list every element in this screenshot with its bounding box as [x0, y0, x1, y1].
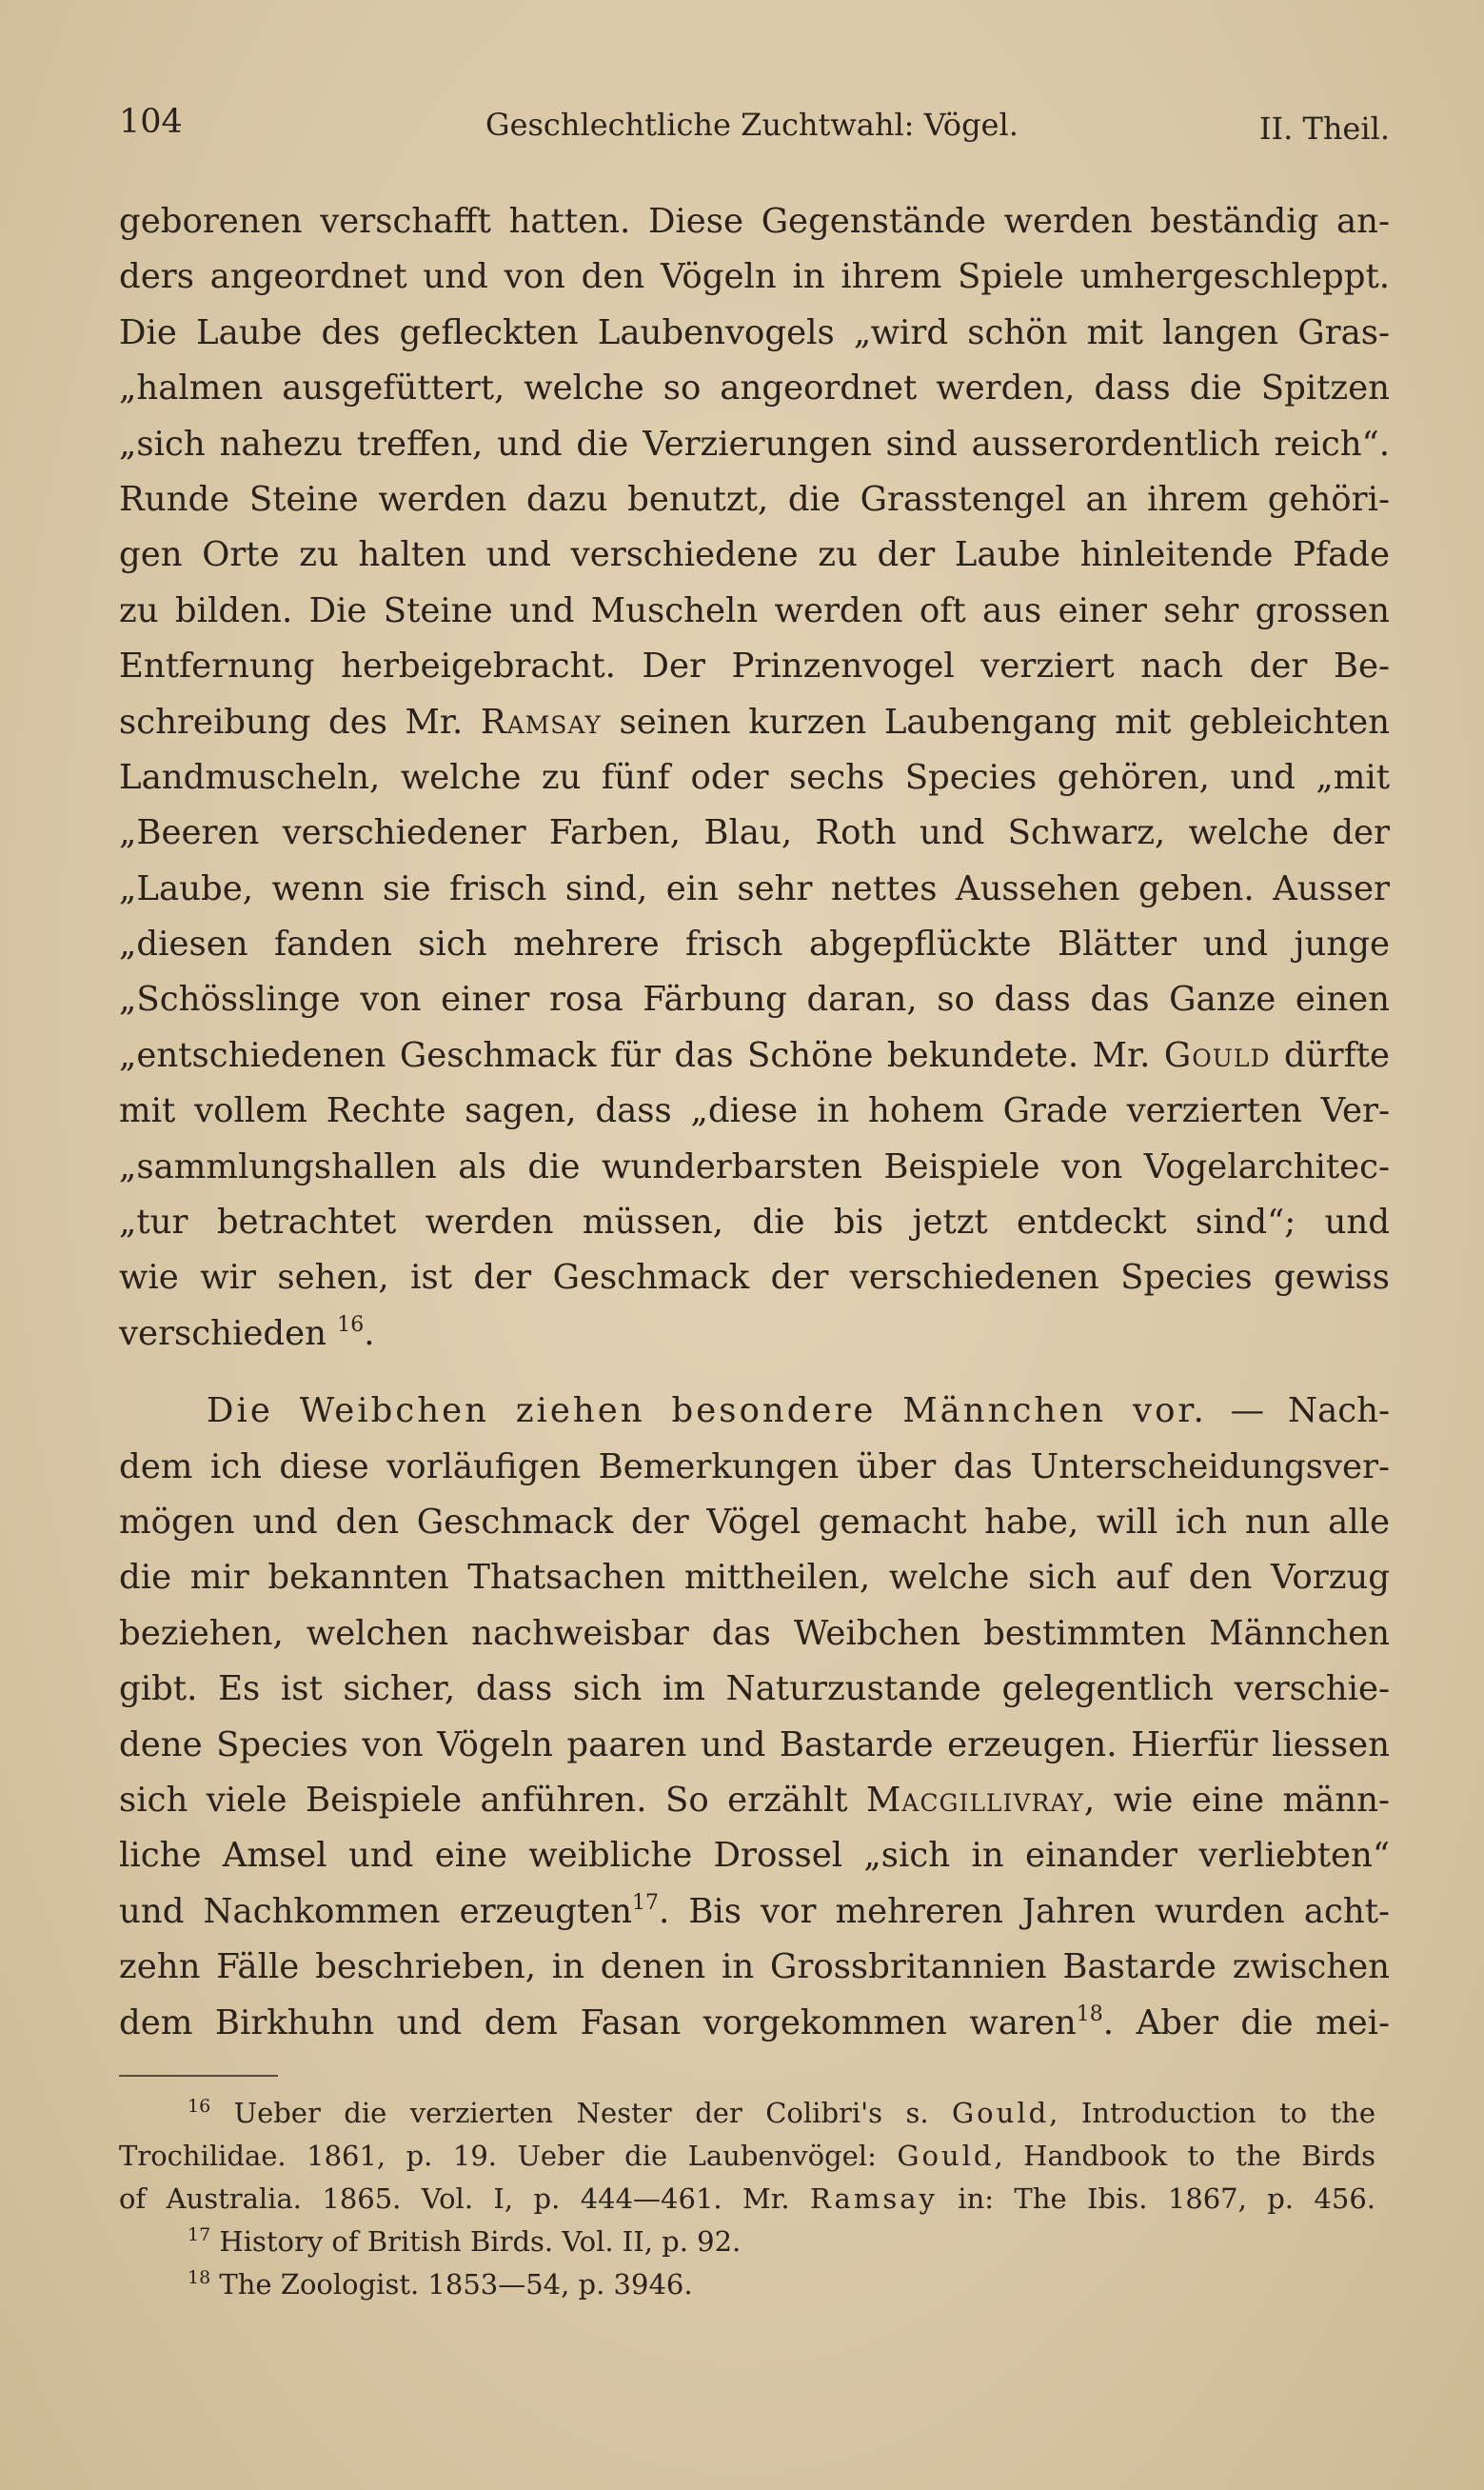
text-line: dene Species von Vögeln paaren und Bastarde erzeugen. Hierfür liessen	[119, 1724, 1390, 1764]
footnote-ref: 18	[1076, 2002, 1103, 2026]
text-line	[119, 695, 1390, 750]
text-line: „Schösslinge von einer rosa Färbung daran, so dass das Ganze einen	[119, 980, 1390, 1020]
text-line: ders angeordnet und von den Vögeln in ihrem Spiele umhergeschleppt.	[119, 257, 1390, 297]
main-text	[119, 194, 1390, 2051]
footnote-mark: 16	[188, 2096, 211, 2117]
author-name: Macgillivray	[865, 1780, 1084, 1820]
text-span: Trochilidae. 1861, p. 19. Ueber die Laubenvögel:	[119, 2140, 898, 2172]
text-span: .	[364, 1313, 375, 1353]
text-span: und Nachkommen erzeugten	[119, 1891, 632, 1931]
text-line	[119, 1773, 1390, 1828]
text-line: gibt. Es ist sicher, dass sich im Naturzustande gelegentlich verschie-	[119, 1669, 1390, 1709]
footnote-line	[119, 2135, 1375, 2178]
text-line: Landmuscheln, welche zu fünf oder sechs Species gehören, und „mit	[119, 757, 1390, 797]
text-span: in: The Ibis. 1867, p. 456.	[937, 2182, 1375, 2215]
text-line: „halmen ausgefüttert, welche so angeordnet werden, dass die Spitzen	[119, 369, 1390, 408]
text-line	[119, 1306, 1390, 1362]
text-span: . Aber die mei-	[1102, 2002, 1390, 2042]
text-line: „sich nahezu treffen, und die Verzierungen sind ausserordentlich reich“.	[119, 424, 1390, 464]
footnote-line	[119, 2221, 1375, 2263]
text-line	[119, 1384, 1390, 1439]
text-span: schreibung des Mr.	[119, 702, 481, 742]
text-span: of Australia. 1865. Vol. I, p. 444—461. Mr.	[119, 2182, 811, 2215]
text-span: — Nach-	[1206, 1391, 1390, 1431]
text-span: . Bis vor mehreren Jahren wurden acht-	[659, 1891, 1390, 1931]
text-line: Die Laube des gefleckten Laubenvogels „wird schön mit langen Gras-	[119, 312, 1390, 352]
footnote-rule	[119, 2075, 278, 2077]
text-line: mögen und den Geschmack der Vögel gemacht habe, will ich nun alle	[119, 1502, 1390, 1542]
author-name: Gould	[952, 2097, 1050, 2129]
text-line: „tur betrachtet werden müssen, die bis jetzt entdeckt sind“; und	[119, 1203, 1390, 1243]
paragraph-gap	[119, 1362, 1390, 1384]
section-heading: Die Weibchen ziehen besondere Männchen vor.	[207, 1391, 1207, 1431]
text-span: , Handbook to the Birds	[994, 2140, 1375, 2172]
footnote-ref: 16	[337, 1312, 365, 1337]
text-line: mit vollem Rechte sagen, dass „diese in hohem Grade verzierten Ver-	[119, 1091, 1390, 1131]
text-line: gen Orte zu halten und verschiedene zu der Laube hinleitende Pfade	[119, 535, 1390, 575]
footnote-line	[119, 2178, 1375, 2221]
author-name: Ramsay	[480, 702, 602, 742]
part-label: II. Theil.	[1258, 110, 1390, 147]
text-line: „Beeren verschiedener Farben, Blau, Roth und Schwarz, welche der	[119, 813, 1390, 853]
text-line: Runde Steine werden dazu benutzt, die Grasstengel an ihrem gehöri-	[119, 479, 1390, 519]
text-line: „diesen fanden sich mehrere frisch abgepflückte Blätter und junge	[119, 925, 1390, 965]
text-line	[119, 1884, 1390, 1940]
text-span: sich viele Beispiele anführen. So erzählt	[119, 1780, 866, 1820]
text-span: Ueber die verzierten Nester der Colibri's s.	[210, 2097, 953, 2129]
page-number: 104	[119, 103, 183, 141]
author-name: Gould	[897, 2140, 995, 2172]
text-line: zehn Fälle beschrieben, in denen in Grossbritannien Bastarde zwischen	[119, 1947, 1390, 1987]
text-line: geborenen verschafft hatten. Diese Gegenstände werden beständig an-	[119, 202, 1390, 241]
text-line: zu bilden. Die Steine und Muscheln werden oft aus einer sehr grossen	[119, 590, 1390, 630]
text-span: „entschiedenen Geschmack für das Schöne bekundete. Mr.	[119, 1035, 1164, 1075]
footnote-line	[119, 2263, 1375, 2306]
author-name: Ramsay	[810, 2182, 938, 2215]
footnote-ref: 17	[632, 1890, 659, 1915]
text-line: wie wir sehen, ist der Geschmack der verschiedenen Species gewiss	[119, 1258, 1390, 1298]
text-line: „sammlungshallen als die wunderbarsten Beispiele von Vogelarchitec-	[119, 1146, 1390, 1186]
footnotes	[119, 2092, 1375, 2306]
text-line	[119, 1028, 1390, 1084]
text-line: beziehen, welchen nachweisbar das Weibchen bestimmten Männchen	[119, 1613, 1390, 1653]
text-line: Entfernung herbeigebracht. Der Prinzenvogel verziert nach der Be-	[119, 647, 1390, 687]
text-span: The Zoologist. 1853—54, p. 3946.	[210, 2268, 693, 2301]
page-header	[119, 103, 1390, 160]
footnote-mark: 17	[188, 2224, 211, 2245]
text-line: dem ich diese vorläufigen Bemerkungen über das Unterscheidungsver-	[119, 1446, 1390, 1486]
footnote-mark: 18	[188, 2267, 211, 2288]
text-line	[119, 1996, 1390, 2051]
text-span: , Introduction to the	[1049, 2097, 1376, 2129]
text-span: dem Birkhuhn und dem Fasan vorgekommen waren	[119, 2002, 1077, 2042]
author-name: Gould	[1163, 1035, 1271, 1075]
text-span: History of British Birds. Vol. II, p. 92.	[210, 2225, 742, 2258]
text-span: dürfte	[1270, 1035, 1390, 1075]
text-line: liche Amsel und eine weibliche Drossel „sich in einander verliebten“	[119, 1836, 1390, 1876]
text-span: verschieden	[119, 1313, 338, 1353]
text-line: „Laube, wenn sie frisch sind, ein sehr nettes Aussehen geben. Ausser	[119, 868, 1390, 908]
running-title: Geschlechtliche Zuchtwahl: Vögel.	[485, 107, 1019, 143]
text-span: , wie eine männ-	[1083, 1780, 1391, 1820]
footnote-line	[119, 2092, 1375, 2135]
text-span: seinen kurzen Laubengang mit gebleichten	[601, 702, 1390, 742]
text-line: die mir bekannten Thatsachen mittheilen, welche sich auf den Vorzug	[119, 1558, 1390, 1598]
